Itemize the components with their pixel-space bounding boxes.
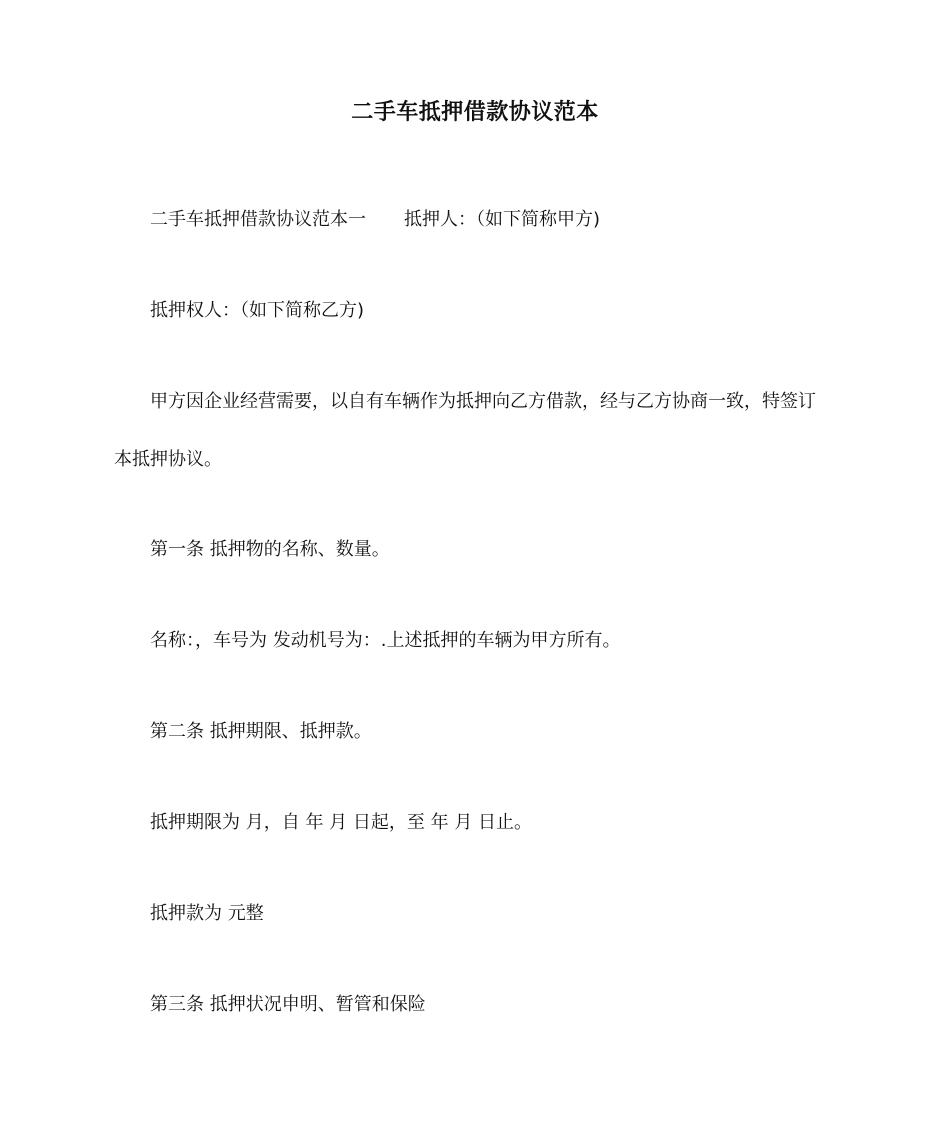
purpose-line-1: 甲方因企业经营需要，以自有车辆作为抵押向乙方借款，经与乙方协商一致，特签订 xyxy=(150,391,816,412)
article-2-heading: 第二条 抵押期限、抵押款。 xyxy=(150,721,372,742)
paragraph-mortgagee: 抵押权人：（如下简称乙方) xyxy=(150,300,365,321)
paragraph-purpose xyxy=(114,390,836,472)
article-1-heading: 第一条 抵押物的名称、数量。 xyxy=(150,539,390,560)
agreement-version-text: 二手车抵押借款协议范本一 xyxy=(150,209,366,230)
paragraph-vehicle-details: 名称：，车号为 发动机号为：.上述抵押的车辆为甲方所有。 xyxy=(150,630,621,651)
article-3-heading: 第三条 抵押状况申明、暂管和保险 xyxy=(150,994,426,1015)
paragraph-parties xyxy=(114,208,872,232)
paragraph-mortgage-term: 抵押期限为 月，自 年 月 日起，至 年 月 日止。 xyxy=(150,812,533,833)
purpose-line-2: 本抵押协议。 xyxy=(114,449,222,470)
document-title: 二手车抵押借款协议范本 xyxy=(351,100,599,125)
mortgagor-text: 抵押人：（如下简称甲方) xyxy=(404,209,601,230)
paragraph-mortgage-amount: 抵押款为 元整 xyxy=(150,903,264,924)
